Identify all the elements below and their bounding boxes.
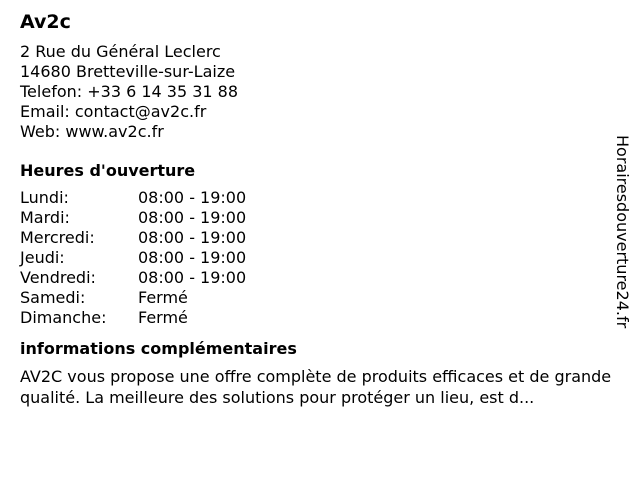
time-value: 08:00 - 19:00 [138,228,247,247]
hours-heading: Heures d'ouverture [20,161,196,180]
email-line: Email: contact@av2c.fr [20,102,207,121]
hours-row-saturday [20,288,620,308]
hours-row-friday [20,268,620,288]
site-watermark: Horairesdouverture24.fr [613,135,632,329]
day-label: Samedi: [20,288,86,307]
address-block [20,42,620,142]
hours-table [20,188,620,328]
day-label: Jeudi: [20,248,65,267]
business-info [20,9,620,408]
time-value: Fermé [138,308,188,327]
time-value: 08:00 - 19:00 [138,268,247,287]
address-street: 2 Rue du Général Leclerc [20,42,221,61]
hours-row-thursday [20,248,620,268]
phone-line: Telefon: +33 6 14 35 31 88 [20,82,239,101]
address-city: 14680 Bretteville-sur-Laize [20,62,236,81]
hours-row-tuesday [20,208,620,228]
info-description: AV2C vous propose une offre complète de produits efficaces et de grande qualité. La meilleure des solutions pour protéger un lieu, est d... [20,367,612,407]
time-value: 08:00 - 19:00 [138,188,247,207]
time-value: 08:00 - 19:00 [138,208,247,227]
business-name: Av2c [20,11,71,33]
hours-row-wednesday [20,228,620,248]
day-label: Mardi: [20,208,70,227]
hours-row-monday [20,188,620,208]
day-label: Vendredi: [20,268,96,287]
day-label: Lundi: [20,188,69,207]
day-label: Mercredi: [20,228,95,247]
info-heading: informations complémentaires [20,339,297,358]
time-value: Fermé [138,288,188,307]
hours-row-sunday [20,308,620,328]
time-value: 08:00 - 19:00 [138,248,247,267]
web-line: Web: www.av2c.fr [20,122,164,141]
day-label: Dimanche: [20,308,107,327]
